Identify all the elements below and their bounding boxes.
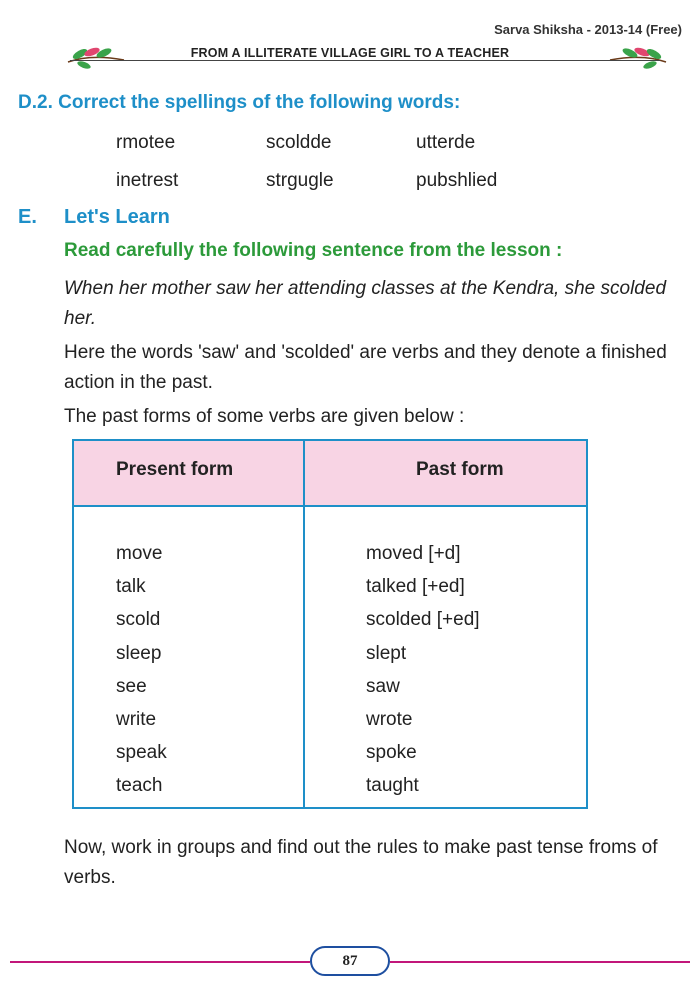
present-form-cell: see bbox=[116, 675, 147, 697]
present-form-cell: talk bbox=[116, 576, 146, 598]
example-sentence: When her mother saw her attending classes at the Kendra, she scolded her. bbox=[64, 278, 667, 329]
past-form-cell: slept bbox=[366, 642, 407, 664]
misspelled-word: utterde bbox=[416, 132, 476, 153]
misspelled-word: rmotee bbox=[116, 132, 176, 153]
table-column-divider bbox=[303, 441, 305, 807]
past-form-cell: wrote bbox=[366, 709, 413, 731]
header-rule bbox=[70, 60, 660, 61]
header-past-form: Past form bbox=[416, 459, 504, 480]
past-form-column bbox=[366, 537, 480, 803]
present-form-cell: sleep bbox=[116, 642, 162, 664]
running-header-title: FROM A ILLITERATE VILLAGE GIRL TO A TEACHER bbox=[190, 46, 510, 60]
present-form-cell: teach bbox=[116, 775, 163, 797]
section-e-letter: E. bbox=[18, 206, 37, 228]
verb-forms-table bbox=[72, 439, 588, 809]
closing-paragraph: Now, work in groups and find out the rules to make past tense froms of verbs. bbox=[64, 837, 658, 888]
misspelled-words-grid bbox=[116, 132, 566, 192]
present-form-cell: scold bbox=[116, 609, 161, 631]
misspelled-word: strgugle bbox=[266, 170, 334, 191]
present-form-cell: write bbox=[116, 709, 157, 731]
present-form-cell: speak bbox=[116, 742, 167, 764]
misspelled-word: inetrest bbox=[116, 170, 179, 191]
header-present-form: Present form bbox=[116, 459, 234, 480]
misspelled-word: pubshlied bbox=[416, 170, 498, 191]
section-e-title: Let's Learn bbox=[64, 206, 170, 228]
table-intro: The past forms of some verbs are given below : bbox=[64, 406, 465, 427]
section-e-instruction: Read carefully the following sentence from the lesson : bbox=[64, 240, 563, 261]
past-form-cell: talked [+ed] bbox=[366, 576, 465, 598]
past-form-cell: spoke bbox=[366, 742, 417, 764]
past-form-cell: taught bbox=[366, 775, 419, 797]
page-number: 87 bbox=[310, 946, 390, 976]
footer-rule-right bbox=[390, 961, 690, 963]
past-form-cell: moved [+d] bbox=[366, 543, 461, 564]
past-form-cell: scolded [+ed] bbox=[366, 609, 480, 631]
footer-rule-left bbox=[10, 961, 310, 963]
misspelled-word: scoldde bbox=[266, 132, 332, 153]
present-form-cell: move bbox=[116, 543, 163, 564]
present-form-column bbox=[116, 537, 167, 803]
explanation-paragraph: Here the words 'saw' and 'scolded' are verbs and they denote a finished action in the past. bbox=[64, 342, 667, 393]
past-form-cell: saw bbox=[366, 675, 400, 697]
section-d2-heading: D.2. Correct the spellings of the following words: bbox=[18, 92, 461, 113]
running-header-top: Sarva Shiksha - 2013-14 (Free) bbox=[494, 22, 682, 37]
